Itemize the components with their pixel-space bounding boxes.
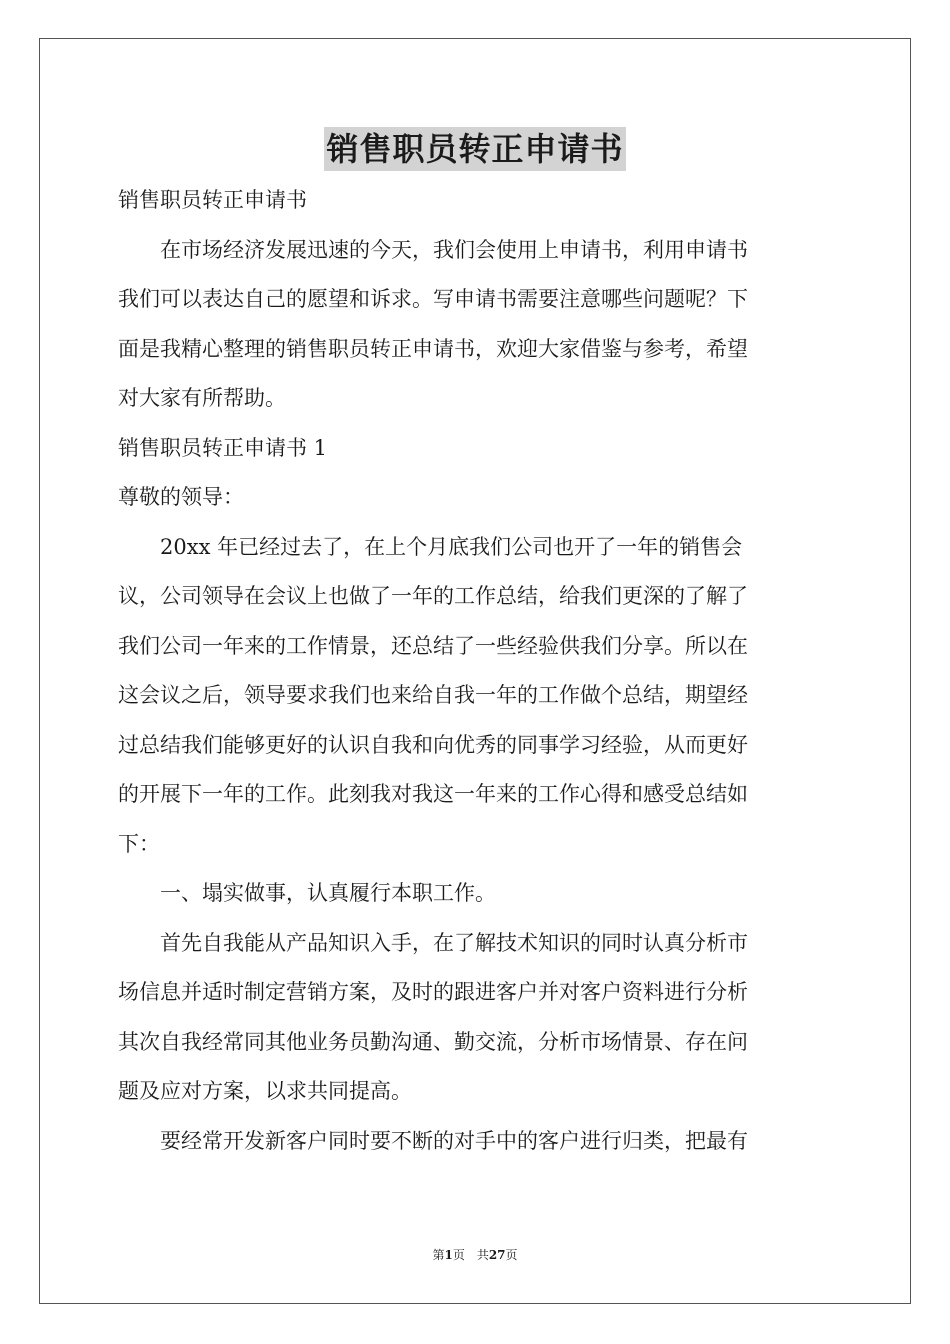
page-current: 1	[444, 1248, 453, 1262]
body-line: 对大家有所帮助。	[118, 386, 286, 410]
body-line: 下：	[118, 831, 160, 856]
body-line: 面是我精心整理的销售职员转正申请书，欢迎大家借鉴与参考，希望	[118, 336, 748, 361]
body-line: 一、塌实做事，认真履行本职工作。	[118, 881, 496, 905]
body-line: 的开展下一年的工作。此刻我对我这一年来的工作心得和感受总结如	[118, 782, 748, 806]
page-prefix: 第	[432, 1248, 445, 1262]
body-line: 过总结我们能够更好的认识自我和向优秀的同事学习经验，从而更好	[118, 732, 748, 757]
body-line: 这会议之后，领导要求我们也来给自我一年的工作做个总结，期望经	[118, 683, 748, 707]
body-line: 20xx 年已经过去了，在上个月底我们公司也开了一年的销售会	[118, 534, 743, 559]
page-total: 27	[488, 1248, 506, 1262]
body-line: 其次自我经常同其他业务员勤沟通、勤交流，分析市场情景、存在问	[118, 1029, 748, 1054]
body-line: 首先自我能从产品知识入手，在了解技术知识的同时认真分析市	[118, 930, 748, 955]
body-line: 我们公司一年来的工作情景，还总结了一些经验供我们分享。所以在	[118, 633, 748, 658]
body-line: 在市场经济发展迅速的今天，我们会使用上申请书，利用申请书	[118, 237, 748, 262]
title-container	[0, 127, 950, 171]
body-line: 销售职员转正申请书	[118, 188, 307, 212]
body-line: 要经常开发新客户同时要不断的对手中的客户进行归类，把最有	[118, 1128, 748, 1153]
document-body	[118, 176, 832, 1166]
body-line: 议，公司领导在会议上也做了一年的工作总结，给我们更深的了解了	[118, 584, 748, 608]
salutation: 尊敬的领导：	[118, 485, 244, 509]
document-title: 销售职员转正申请书	[324, 127, 625, 171]
body-line: 场信息并适时制定营销方案，及时的跟进客户并对客户资料进行分析	[118, 980, 748, 1004]
page-mid: 页 共	[452, 1248, 489, 1262]
body-line: 题及应对方案，以求共同提高。	[118, 1079, 412, 1103]
section-heading: 销售职员转正申请书 1	[118, 435, 328, 460]
body-line: 我们可以表达自己的愿望和诉求。写申请书需要注意哪些问题呢？下	[118, 287, 748, 311]
page-footer	[0, 1246, 950, 1264]
page-suffix: 页	[505, 1248, 518, 1262]
